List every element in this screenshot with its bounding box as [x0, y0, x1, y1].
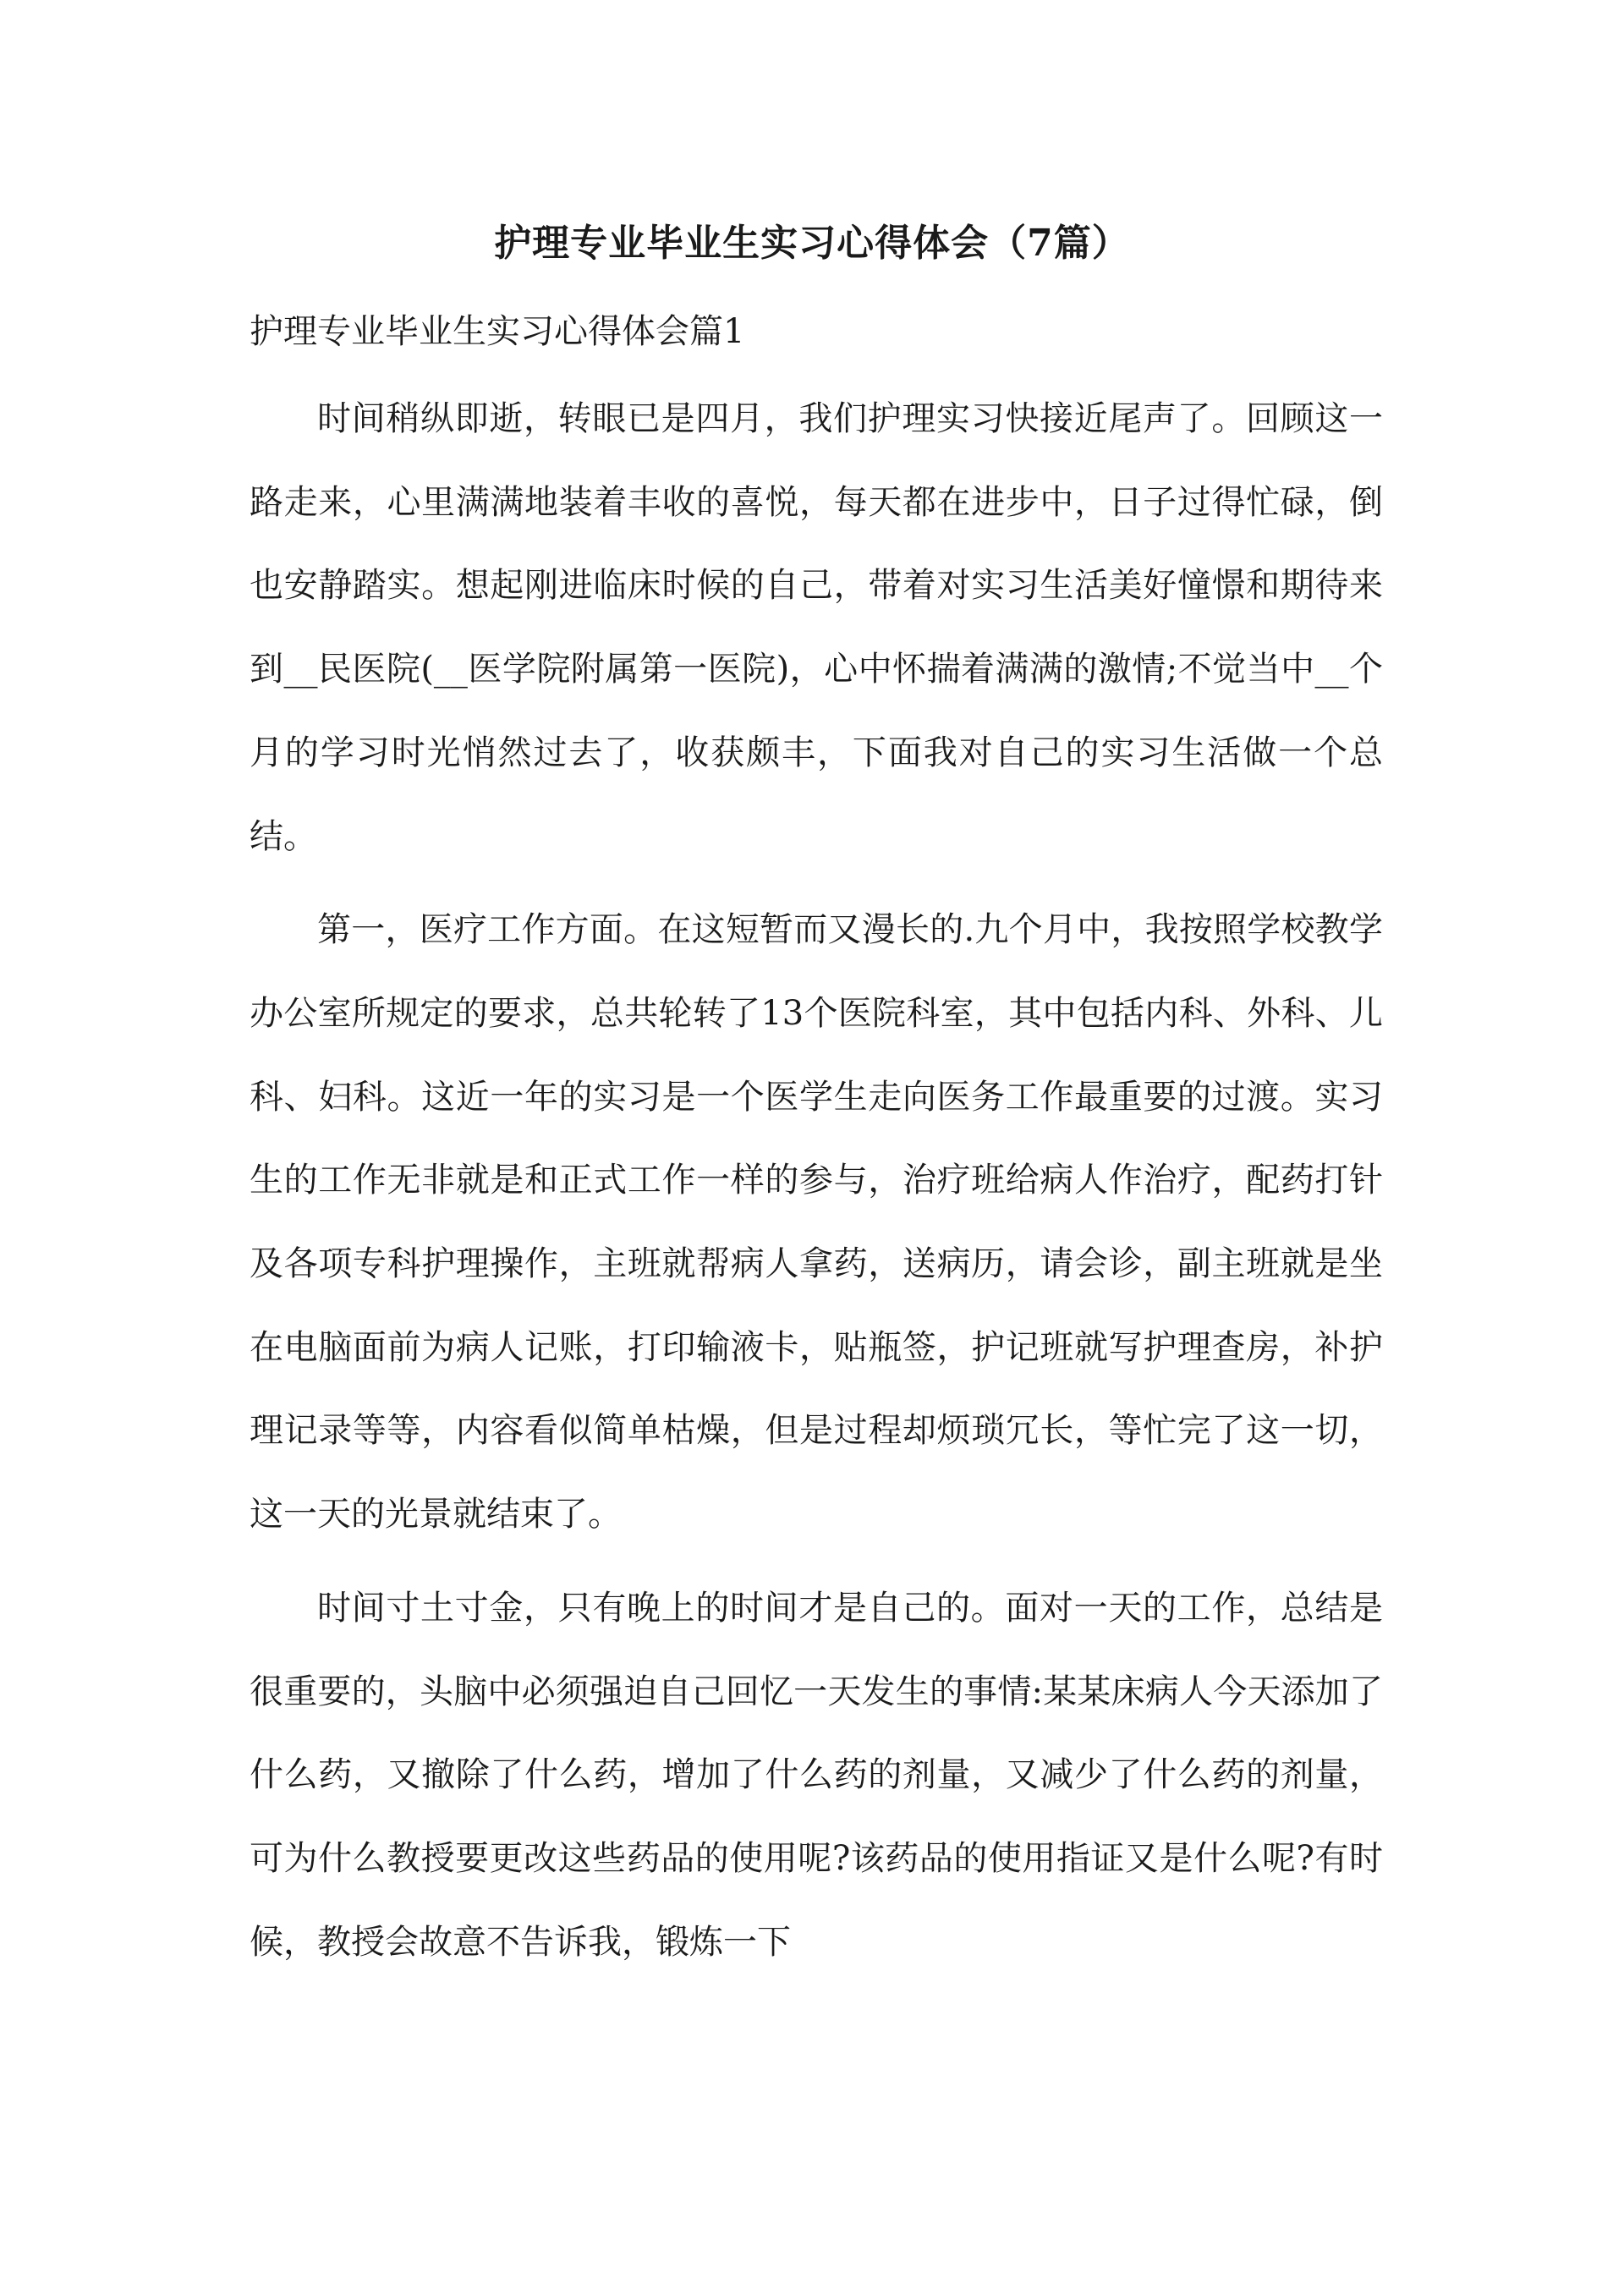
section-heading: 护理专业毕业生实习心得体会篇1	[250, 312, 745, 351]
paragraph-1: 时间稍纵即逝，转眼已是四月，我们护理实习快接近尾声了。回顾这一路走来，心里满满地装着丰收的喜悦，每天都在进步中，日子过得忙碌，倒也安静踏实。想起刚进临床时候的自己，带着对实习生活美好憧憬和期待来到__民医院(__医学院附属第一医院)，心中怀揣着满满的激情;不觉当中__个月的学习时光悄然过去了，收获颇丰，下面我对自己的实习生活做一个总结。	[250, 399, 1383, 856]
paragraph-2: 第一，医疗工作方面。在这短暂而又漫长的.九个月中，我按照学校教学办公室所规定的要求，总共轮转了13个医院科室，其中包括内科、外科、儿科、妇科。这近一年的实习是一个医学生走向医务工作最重要的过渡。实习生的工作无非就是和正式工作一样的参与，治疗班给病人作治疗，配药打针及各项专科护理操作，主班就帮病人拿药，送病历，请会诊，副主班就是坐在电脑面前为病人记账，打印输液卡，贴瓶签，护记班就写护理查房，补护理记录等等，内容看似简单枯燥，但是过程却烦琐冗长，等忙完了这一切，这一天的光景就结束了。	[250, 910, 1383, 1535]
document-title: 护理专业毕业生实习心得体会（7篇）	[494, 222, 1130, 265]
document-body	[250, 377, 1383, 1994]
paragraph-3: 时间寸土寸金，只有晚上的时间才是自己的。面对一天的工作，总结是很重要的，头脑中必须强迫自己回忆一天发生的事情:某某床病人今天添加了什么药，又撤除了什么药，增加了什么药的剂量，又减少了什么药的剂量，可为什么教授要更改这些药品的使用呢?该药品的使用指证又是什么呢?有时候，教授会故意不告诉我，锻炼一下	[250, 1588, 1383, 1962]
